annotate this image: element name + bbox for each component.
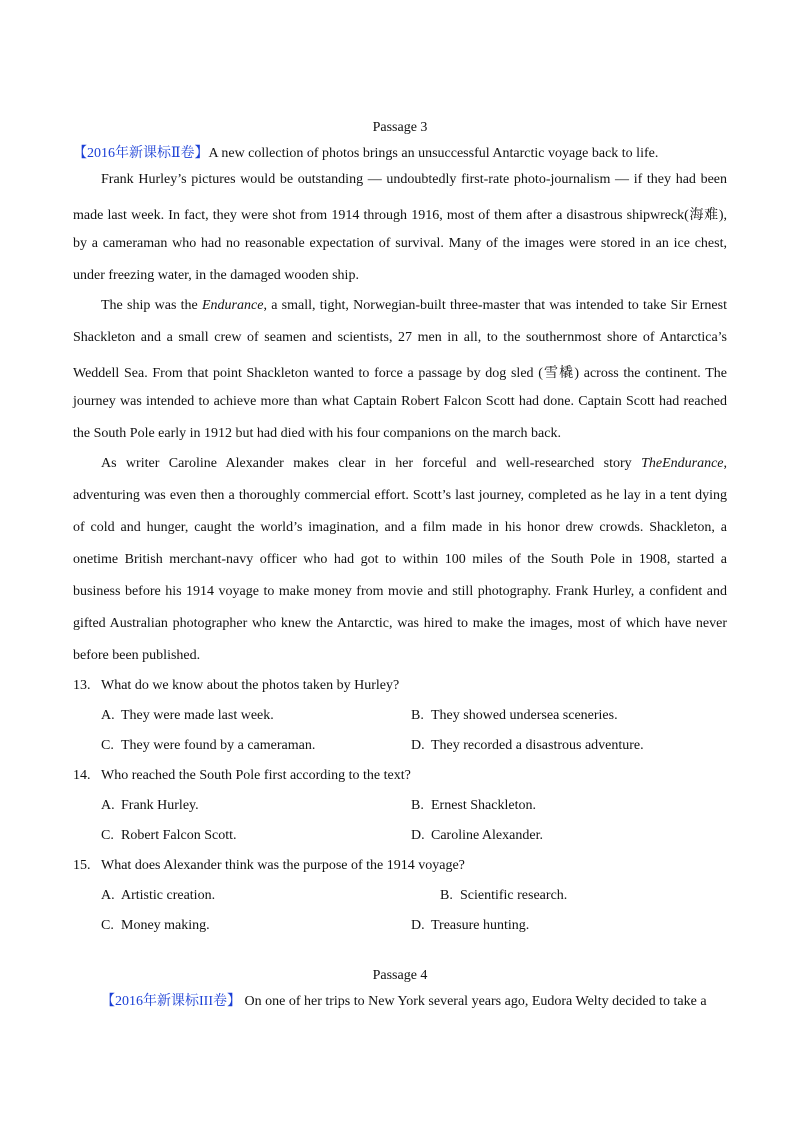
option-text: Caroline Alexander. (431, 828, 543, 843)
source-tag: 【2016年新课标Ⅱ卷】 (73, 146, 209, 161)
question-text: What do we know about the photos taken by Hurley? (101, 678, 400, 693)
q14-option-b[interactable] (411, 798, 536, 814)
question-15 (73, 858, 465, 874)
option-text: They were made last week. (121, 708, 274, 723)
q15-option-d[interactable] (411, 918, 529, 934)
paragraph-1-line-4: under freezing water, in the damaged wooden ship. (73, 268, 359, 283)
q13-option-b[interactable] (411, 708, 618, 724)
ship-name: Endurance (202, 298, 264, 313)
q14-option-d[interactable] (411, 828, 543, 844)
paragraph-2-line-3: Weddell Sea. From that point Shackleton wanted to force a passage by dog sled (雪橇) across the continent. The (73, 366, 727, 381)
option-text: They were found by a cameraman. (121, 738, 316, 753)
option-letter: A. (101, 798, 115, 813)
paragraph-3-line-5: business before his 1914 voyage to make money from movie and still photography. Frank Hurley, a confident and (73, 584, 727, 599)
option-letter: C. (101, 828, 114, 843)
option-text: They showed undersea sceneries. (431, 708, 618, 723)
passage-3-intro (73, 142, 727, 162)
paragraph-3-line-4: onetime British merchant-navy officer who had got to within 100 miles of the South Pole in 1908, started a (73, 552, 727, 567)
option-text: Money making. (121, 918, 210, 933)
source-tag: 【2016年新课标III卷】 (101, 994, 241, 1009)
question-14 (73, 768, 411, 784)
option-letter: D. (411, 828, 425, 843)
paragraph-2-line-5: the South Pole early in 1912 but had died with his four companions on the march back. (73, 426, 561, 441)
option-letter: B. (411, 708, 424, 723)
intro-text: On one of her trips to New York several years ago, Eudora Welty decided to take a (244, 994, 707, 1009)
p3-start-text: As writer Caroline Alexander makes clear in her forceful and well-researched story (101, 456, 642, 471)
q13-option-c[interactable] (101, 738, 315, 754)
option-letter: D. (411, 738, 425, 753)
book-title: TheEndurance (641, 456, 724, 471)
paragraph-3-line-3: of cold and hunger, caught the world’s imagination, and a film made in his honor drew crowds. Shackleton, a (73, 520, 727, 535)
intro-text: A new collection of photos brings an unsuccessful Antarctic voyage back to life. (208, 146, 659, 161)
p2-rest-text: , a small, tight, Norwegian-built three-master that was intended to take Sir Ernest (263, 298, 727, 313)
option-letter: A. (101, 708, 115, 723)
paragraph-1-line-3: by a cameraman who had no reasonable expectation of survival. Many of the images were stored in an ice chest, (73, 236, 727, 251)
question-number: 14. (73, 768, 91, 783)
question-text: What does Alexander think was the purpose of the 1914 voyage? (101, 858, 465, 873)
option-text: Artistic creation. (121, 888, 216, 903)
paragraph-2-line-4: journey was intended to achieve more than what Captain Robert Falcon Scott had done. Captain Scott had reached (73, 394, 727, 409)
p3-comma: , (723, 456, 727, 471)
option-letter: A. (101, 888, 115, 903)
q15-option-a[interactable] (101, 888, 215, 904)
paragraph-3-line-6: gifted Australian photographer who knew the Antarctic, was hired to make the images, most of which have never (73, 616, 727, 631)
passage-3-title: Passage 3 (372, 120, 428, 135)
option-letter: B. (440, 888, 453, 903)
paragraph-2-line-2: Shackleton and a small crew of seamen and scientists, 27 men in all, to the southernmost shore of Antarctica’s (73, 330, 727, 345)
paragraph-1-line-1: Frank Hurley’s pictures would be outstanding — undoubtedly first-rate photo-journalism — if they had been (101, 172, 727, 187)
p2-start-text: The ship was the (101, 298, 202, 313)
question-number: 13. (73, 678, 91, 693)
paragraph-1-line-2: made last week. In fact, they were shot from 1914 through 1916, most of them after a disastrous shipwreck(海难), (73, 208, 727, 223)
option-text: Frank Hurley. (121, 798, 199, 813)
option-letter: C. (101, 918, 114, 933)
paragraph-2-line-1 (101, 298, 727, 314)
question-text: Who reached the South Pole first according to the text? (101, 768, 411, 783)
option-text: They recorded a disastrous adventure. (431, 738, 644, 753)
paragraph-3-line-7: before been published. (73, 648, 201, 663)
q14-option-a[interactable] (101, 798, 199, 814)
paragraph-3-line-2: adventuring was even then a thoroughly commercial effort. Scott’s last journey, completed as he lay in a tent dying (73, 488, 727, 503)
option-letter: C. (101, 738, 114, 753)
q14-option-c[interactable] (101, 828, 237, 844)
passage-4-intro (101, 990, 727, 1010)
q15-option-c[interactable] (101, 918, 210, 934)
q13-option-d[interactable] (411, 738, 644, 754)
option-text: Ernest Shackleton. (431, 798, 536, 813)
question-number: 15. (73, 858, 91, 873)
q15-option-b[interactable] (440, 888, 567, 904)
option-text: Robert Falcon Scott. (121, 828, 237, 843)
q13-option-a[interactable] (101, 708, 274, 724)
paragraph-3-line-1 (101, 456, 727, 472)
option-letter: D. (411, 918, 425, 933)
option-text: Treasure hunting. (431, 918, 530, 933)
option-letter: B. (411, 798, 424, 813)
question-13 (73, 678, 399, 694)
option-text: Scientific research. (460, 888, 568, 903)
passage-4-title: Passage 4 (372, 968, 428, 983)
